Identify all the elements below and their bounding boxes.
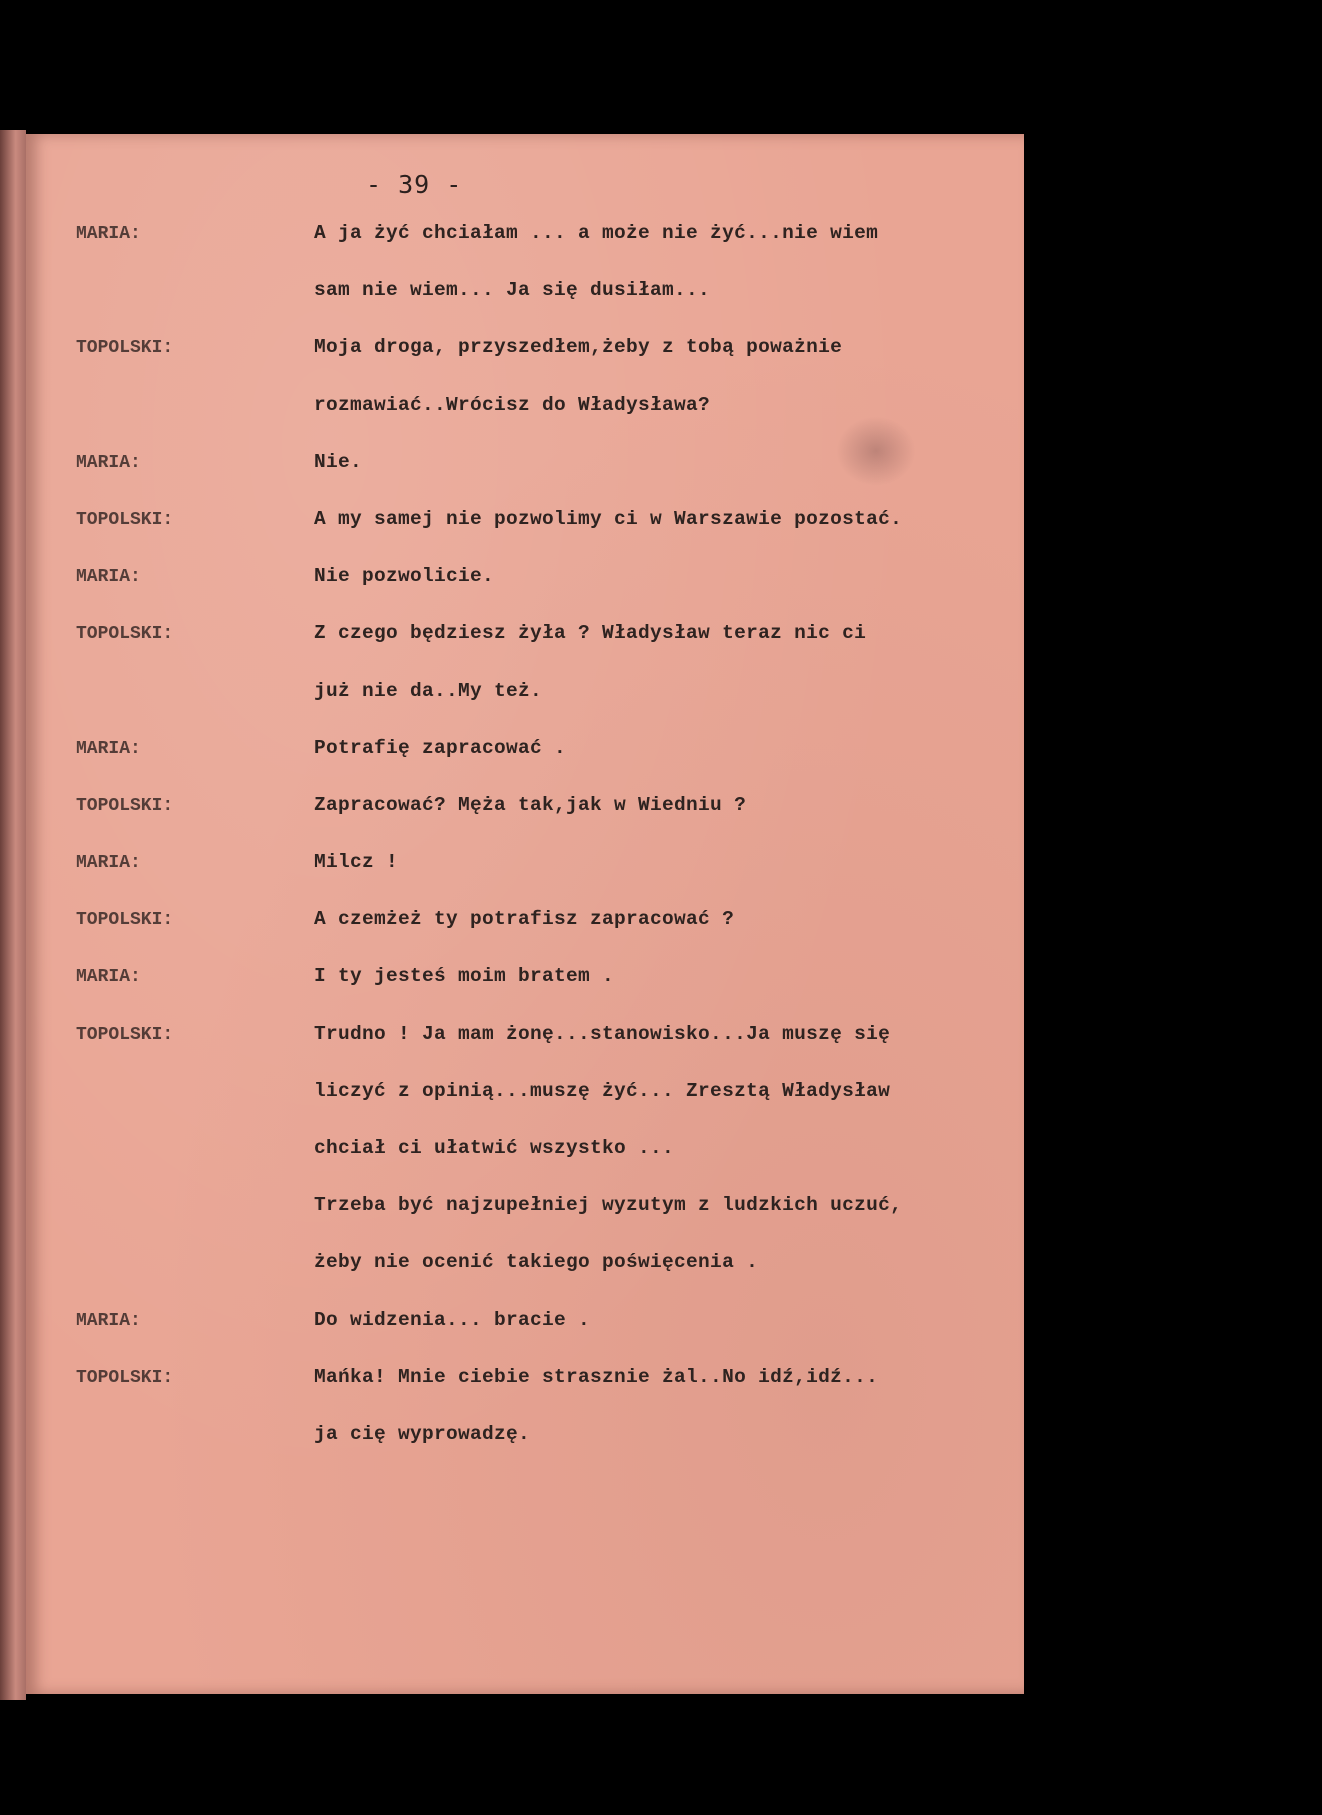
line-text: A czemżeż ty potrafisz zapracować ? — [314, 908, 735, 931]
dialogue-line — [26, 1070, 1024, 1127]
line-text: Trzeba być najzupełniej wyzutym z ludzkich uczuć, — [314, 1194, 903, 1217]
line-text: A ja żyć chciałam ... a może nie żyć...nie wiem — [314, 222, 879, 244]
line-text: Nie pozwolicie. — [314, 565, 495, 588]
dialogue-line — [26, 555, 1024, 612]
dialogue-line — [26, 898, 1024, 955]
dialogue-line — [26, 1013, 1024, 1070]
dialogue-lines — [26, 212, 1024, 1470]
speaker-name: MARIA: — [76, 224, 141, 244]
line-text: Z czego będziesz żyła ? Władysław teraz nic ci — [314, 622, 867, 645]
manuscript-page — [26, 134, 1024, 1694]
dialogue-line — [26, 612, 1024, 669]
dialogue-line — [26, 269, 1024, 326]
line-text: Zapracować? Męża tak,jak w Wiedniu ? — [314, 793, 747, 816]
dialogue-line — [26, 670, 1024, 727]
line-text: I ty jesteś moim bratem . — [314, 965, 615, 988]
dialogue-line — [26, 1413, 1024, 1470]
speaker-name: TOPOLSKI: — [76, 910, 174, 931]
speaker-name: TOPOLSKI: — [76, 1024, 174, 1045]
dialogue-line — [26, 1356, 1024, 1413]
dialogue-line — [26, 784, 1024, 841]
dialogue-line — [26, 384, 1024, 441]
dialogue-line — [26, 1184, 1024, 1241]
speaker-name: MARIA: — [76, 967, 141, 988]
dialogue-line — [26, 1127, 1024, 1184]
speaker-name: MARIA: — [76, 738, 141, 759]
speaker-name: TOPOLSKI: — [76, 338, 174, 359]
dialogue-line — [26, 727, 1024, 784]
speaker-name: MARIA: — [76, 567, 141, 588]
line-text: Nie. — [314, 450, 363, 473]
dialogue-line — [26, 212, 1024, 269]
dialogue-line — [26, 1299, 1024, 1356]
dialogue-line — [26, 441, 1024, 498]
dialogue-line — [26, 1241, 1024, 1298]
line-text: Do widzenia... bracie . — [314, 1308, 591, 1331]
speaker-name: MARIA: — [76, 853, 141, 874]
speaker-name: TOPOLSKI: — [76, 624, 174, 645]
line-text: Moja droga, przyszedłem,żeby z tobą poważnie — [314, 336, 843, 359]
line-text: Trudno ! Ja mam żonę...stanowisko...Ja muszę się — [314, 1022, 891, 1045]
line-text: już nie da..My też. — [314, 679, 543, 702]
dialogue-line — [26, 326, 1024, 383]
line-text: Mańka! Mnie ciebie strasznie żal..No idź,idź... — [314, 1365, 879, 1388]
speaker-name: TOPOLSKI: — [76, 1367, 174, 1388]
line-text: żeby nie ocenić takiego poświęcenia . — [314, 1251, 759, 1274]
previous-page-edge — [0, 130, 26, 1700]
line-text: ja cię wyprowadzę. — [314, 1422, 531, 1445]
line-text: chciał ci ułatwić wszystko ... — [314, 1137, 675, 1159]
line-text: rozmawiać..Wrócisz do Władysława? — [314, 393, 711, 416]
dialogue-line — [26, 498, 1024, 555]
line-text: Potrafię zapracować . — [314, 736, 567, 759]
line-text: liczyć z opinią...muszę żyć... Zresztą Władysław — [314, 1079, 891, 1102]
dialogue-line — [26, 841, 1024, 898]
speaker-name: TOPOLSKI: — [76, 509, 174, 530]
speaker-name: TOPOLSKI: — [76, 795, 174, 816]
page-number: - 39 - — [366, 170, 463, 199]
speaker-name: MARIA: — [76, 452, 141, 473]
line-text: A my samej nie pozwolimy ci w Warszawie pozostać. — [314, 507, 903, 530]
line-text: Milcz ! — [314, 851, 399, 874]
line-text: sam nie wiem... Ja się dusiłam... — [314, 279, 711, 302]
speaker-name: MARIA: — [76, 1310, 141, 1331]
dialogue-line — [26, 955, 1024, 1012]
